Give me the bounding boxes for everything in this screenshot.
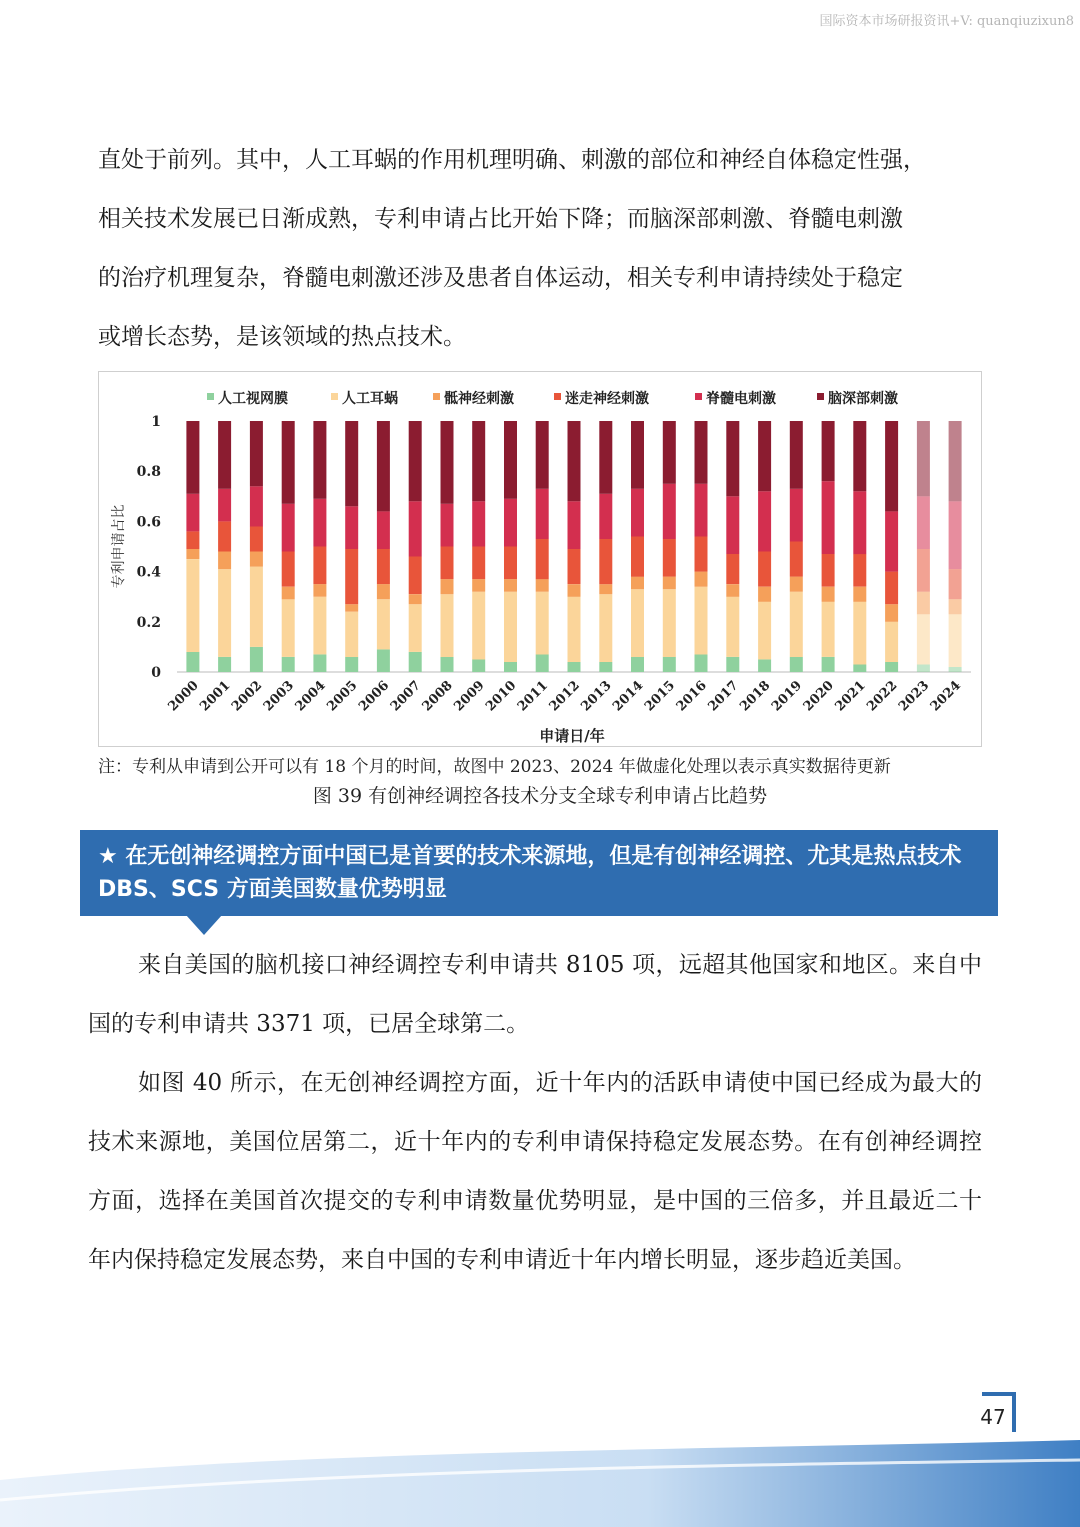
bar-segment	[313, 584, 326, 597]
bar-segment	[949, 569, 962, 599]
x-tick-label: 2023	[895, 678, 933, 715]
x-tick-label: 2022	[864, 678, 901, 715]
bar-segment	[599, 494, 612, 539]
watermark: 国际资本市场研报资讯+V: quanqiuzixun8	[819, 14, 1074, 29]
bar-segment	[472, 501, 485, 546]
bar-segment	[218, 569, 231, 657]
bar-segment	[504, 592, 517, 662]
bar-segment	[250, 421, 263, 486]
bar-segment	[282, 552, 295, 587]
bar-segment	[568, 549, 581, 584]
bar-segment	[885, 421, 898, 511]
x-tick-label: 2009	[451, 678, 488, 715]
bar-segment	[917, 549, 930, 592]
bar-segment	[758, 552, 771, 587]
legend-label: 人工视网膜	[218, 391, 288, 407]
bar-segment	[917, 496, 930, 549]
bar-segment	[250, 526, 263, 551]
bar-segment	[599, 662, 612, 672]
bar-segment	[472, 579, 485, 592]
bar-segment	[917, 592, 930, 615]
x-tick-label: 2012	[546, 678, 583, 715]
bar-segment	[504, 421, 517, 499]
x-tick-label: 2015	[641, 678, 679, 715]
bar-segment	[536, 421, 549, 489]
x-tick-label: 2024	[927, 678, 964, 715]
bar-segment	[758, 491, 771, 551]
page-number: 47	[980, 1405, 1006, 1429]
highlight-banner: ★ 在无创神经调控方面中国已是首要的技术来源地，但是有创神经调控、尤其是热点技术 DBS、SCS 方面美国数量优势明显	[80, 830, 998, 916]
x-tick-label: 2007	[387, 678, 425, 715]
bar-segment	[790, 489, 803, 542]
x-tick-label: 2021	[832, 678, 869, 715]
bar-segment	[758, 659, 771, 672]
bar-segment	[186, 549, 199, 559]
bar-segment	[218, 657, 231, 672]
legend-swatch	[433, 393, 440, 400]
bar-segment	[345, 549, 358, 604]
legend-swatch	[331, 393, 338, 400]
x-tick-label: 2016	[673, 678, 710, 715]
x-tick-label: 2017	[705, 678, 742, 715]
bar-segment	[631, 489, 644, 537]
bar-segment	[377, 549, 390, 584]
bar-segment	[441, 657, 454, 672]
bar-segment	[568, 584, 581, 597]
bar-segment	[377, 421, 390, 511]
legend-label: 脊髓电刺激	[706, 391, 776, 407]
bar-segment	[409, 604, 422, 652]
text-line: 的治疗机理复杂，脊髓电刺激还涉及患者自体运动，相关专利申请持续处于稳定	[98, 265, 903, 291]
bar-segment	[885, 622, 898, 662]
bar-segment	[695, 654, 708, 672]
bar-segment	[663, 589, 676, 657]
bar-segment	[726, 657, 739, 672]
bar-segment	[695, 572, 708, 587]
bar-segment	[377, 584, 390, 599]
bar-segment	[282, 587, 295, 600]
bar-segment	[250, 647, 263, 672]
text-line: 相关技术发展已日渐成熟，专利申请占比开始下降；而脑深部刺激、脊髓电刺激	[98, 206, 903, 232]
bar-segment	[282, 504, 295, 552]
bar-segment	[949, 421, 962, 501]
bar-segment	[377, 599, 390, 649]
bar-segment	[186, 652, 199, 672]
legend-swatch	[695, 393, 702, 400]
text-line: 直处于前列。其中，人工耳蜗的作用机理明确、刺激的部位和神经自体稳定性强，	[98, 147, 926, 173]
bar-segment	[377, 649, 390, 672]
bar-segment	[250, 486, 263, 526]
bar-segment	[536, 592, 549, 655]
bar-segment	[631, 421, 644, 489]
chart-note: 注：专利从申请到公开可以有 18 个月的时间，故图中 2023、2024 年做虚化处理以表示真实数据待更新	[98, 757, 891, 777]
bar-segment	[726, 597, 739, 657]
bar-segment	[631, 657, 644, 672]
bar-segment	[949, 614, 962, 667]
bar-segment	[441, 547, 454, 580]
y-tick-label: 0	[151, 665, 161, 681]
y-tick-label: 0.8	[136, 464, 161, 481]
x-tick-label: 2020	[800, 678, 837, 715]
bar-segment	[853, 602, 866, 665]
bar-segment	[218, 421, 231, 489]
bar-segment	[345, 657, 358, 672]
bar-segment	[599, 594, 612, 662]
bar-segment	[853, 665, 866, 673]
chart-canvas	[99, 372, 983, 748]
bar-segment	[472, 592, 485, 660]
bar-segment	[282, 599, 295, 657]
bar-segment	[186, 494, 199, 532]
bar-segment	[822, 587, 835, 602]
bar-segment	[313, 547, 326, 585]
x-tick-label: 2001	[197, 678, 234, 715]
bar-segment	[758, 587, 771, 602]
x-tick-label: 2011	[514, 678, 552, 715]
bar-segment	[726, 584, 739, 597]
bar-segment	[504, 499, 517, 547]
bar-segment	[345, 612, 358, 657]
x-tick-label: 2008	[419, 678, 456, 715]
y-axis-label: 专利申请占比	[111, 504, 127, 589]
bar-segment	[250, 552, 263, 567]
bar-segment	[568, 421, 581, 501]
bar-segment	[885, 662, 898, 672]
bar-segment	[409, 594, 422, 604]
legend-swatch	[554, 393, 561, 400]
x-tick-label: 2013	[578, 678, 615, 715]
x-tick-label: 2019	[768, 678, 806, 715]
bar-segment	[853, 421, 866, 491]
bar-segment	[186, 531, 199, 549]
bar-segment	[409, 501, 422, 556]
bar-segment	[568, 501, 581, 549]
x-tick-label: 2004	[292, 678, 329, 715]
y-tick-label: 1	[151, 414, 161, 430]
bar-segment	[758, 421, 771, 491]
bar-segment	[949, 667, 962, 672]
bar-segment	[663, 484, 676, 539]
bar-segment	[822, 421, 835, 481]
x-tick-label: 2010	[483, 678, 520, 715]
x-tick-label: 2006	[356, 678, 393, 715]
bar-segment	[631, 537, 644, 577]
bar-segment	[790, 421, 803, 489]
bar-segment	[631, 577, 644, 590]
body-paragraph-top	[98, 131, 982, 367]
bar-segment	[186, 421, 199, 494]
bar-segment	[313, 499, 326, 547]
x-axis-label: 申请日/年	[539, 727, 605, 745]
bar-segment	[377, 511, 390, 549]
bar-segment	[663, 577, 676, 590]
bar-segment	[345, 604, 358, 612]
bar-segment	[822, 657, 835, 672]
bar-segment	[917, 614, 930, 664]
bar-segment	[695, 537, 708, 572]
chart-caption: 图 39 有创神经调控各技术分支全球专利申请占比趋势	[312, 785, 768, 807]
bar-segment	[949, 501, 962, 569]
bar-segment	[917, 665, 930, 673]
bar-segment	[599, 421, 612, 494]
bar-segment	[790, 657, 803, 672]
bar-segment	[536, 654, 549, 672]
bar-segment	[853, 587, 866, 602]
bar-segment	[536, 489, 549, 539]
bar-segment	[949, 599, 962, 614]
stacked-bar-chart	[98, 371, 982, 747]
bar-segment	[282, 421, 295, 504]
bar-segment	[790, 542, 803, 577]
bar-segment	[663, 421, 676, 484]
bar-segment	[568, 597, 581, 662]
legend-label: 迷走神经刺激	[565, 391, 649, 407]
y-tick-label: 0.6	[136, 514, 161, 531]
x-tick-label: 2000	[165, 678, 202, 715]
bar-segment	[218, 521, 231, 551]
bar-segment	[218, 552, 231, 570]
legend-swatch	[207, 393, 214, 400]
bar-segment	[472, 547, 485, 580]
bar-segment	[441, 594, 454, 657]
bar-segment	[250, 567, 263, 647]
bar-segment	[599, 539, 612, 584]
bar-segment	[885, 572, 898, 605]
x-tick-label: 2003	[260, 678, 297, 715]
bar-segment	[853, 554, 866, 587]
bar-segment	[313, 421, 326, 499]
legend-label: 骶神经刺激	[444, 391, 514, 407]
bar-segment	[345, 421, 358, 506]
bar-segment	[822, 602, 835, 657]
bar-segment	[441, 421, 454, 504]
bar-segment	[822, 481, 835, 554]
text-line: 或增长态势，是该领域的热点技术。	[98, 324, 466, 350]
bar-segment	[726, 421, 739, 496]
bar-segment	[790, 577, 803, 592]
bar-segment	[758, 602, 771, 660]
bar-segment	[441, 579, 454, 594]
legend-label: 脑深部刺激	[828, 391, 898, 407]
bar-segment	[695, 421, 708, 484]
bar-segment	[472, 421, 485, 501]
body-paragraph-2: 如图 40 所示，在无创神经调控方面，近十年内的活跃申请使中国已经成为最大的技术来源地，美国位居第二，近十年内的专利申请保持稳定发展态势。在有创神经调控方面，选择在美国首次提交的专利申请数量优势明显，是中国的三倍多，并且最近二十年内保持稳定发展态势，来自中国的专利申请近十年内增长明显，逐步趋近美国。	[88, 1070, 982, 1273]
bar-segment	[218, 489, 231, 522]
bar-segment	[409, 652, 422, 672]
y-tick-label: 0.4	[136, 564, 161, 581]
bar-segment	[663, 539, 676, 577]
bar-segment	[726, 496, 739, 554]
x-tick-label: 2018	[737, 678, 774, 715]
bar-segment	[504, 547, 517, 580]
bar-segment	[409, 421, 422, 501]
bar-segment	[917, 421, 930, 496]
body-paragraph-1: 来自美国的脑机接口神经调控专利申请共 8105 项，远超其他国家和地区。来自中国的专利申请共 3371 项，已居全球第二。	[88, 952, 982, 1037]
bar-segment	[536, 539, 549, 579]
bar-segment	[885, 511, 898, 571]
bar-segment	[345, 506, 358, 549]
bar-segment	[472, 659, 485, 672]
bar-segment	[568, 662, 581, 672]
bar-segment	[536, 579, 549, 592]
bar-segment	[409, 557, 422, 595]
bar-segment	[695, 484, 708, 537]
x-tick-label: 2002	[229, 678, 266, 715]
bar-segment	[663, 657, 676, 672]
bar-segment	[695, 587, 708, 655]
bar-segment	[313, 654, 326, 672]
footer-decoration	[0, 1440, 1080, 1527]
bar-segment	[631, 589, 644, 657]
legend-swatch	[817, 393, 824, 400]
bar-segment	[504, 579, 517, 592]
bar-segment	[441, 504, 454, 547]
bar-segment	[822, 554, 835, 587]
bar-segment	[282, 657, 295, 672]
bar-segment	[853, 491, 866, 554]
bar-segment	[504, 662, 517, 672]
x-tick-label: 2005	[324, 678, 361, 715]
banner-pointer	[186, 915, 222, 935]
bar-segment	[186, 559, 199, 652]
bar-segment	[885, 604, 898, 622]
y-tick-label: 0.2	[136, 614, 161, 631]
bar-segment	[726, 554, 739, 584]
x-tick-label: 2014	[610, 678, 647, 715]
bar-segment	[599, 584, 612, 594]
bar-segment	[313, 597, 326, 655]
legend-label: 人工耳蜗	[342, 391, 398, 407]
bar-segment	[790, 592, 803, 657]
